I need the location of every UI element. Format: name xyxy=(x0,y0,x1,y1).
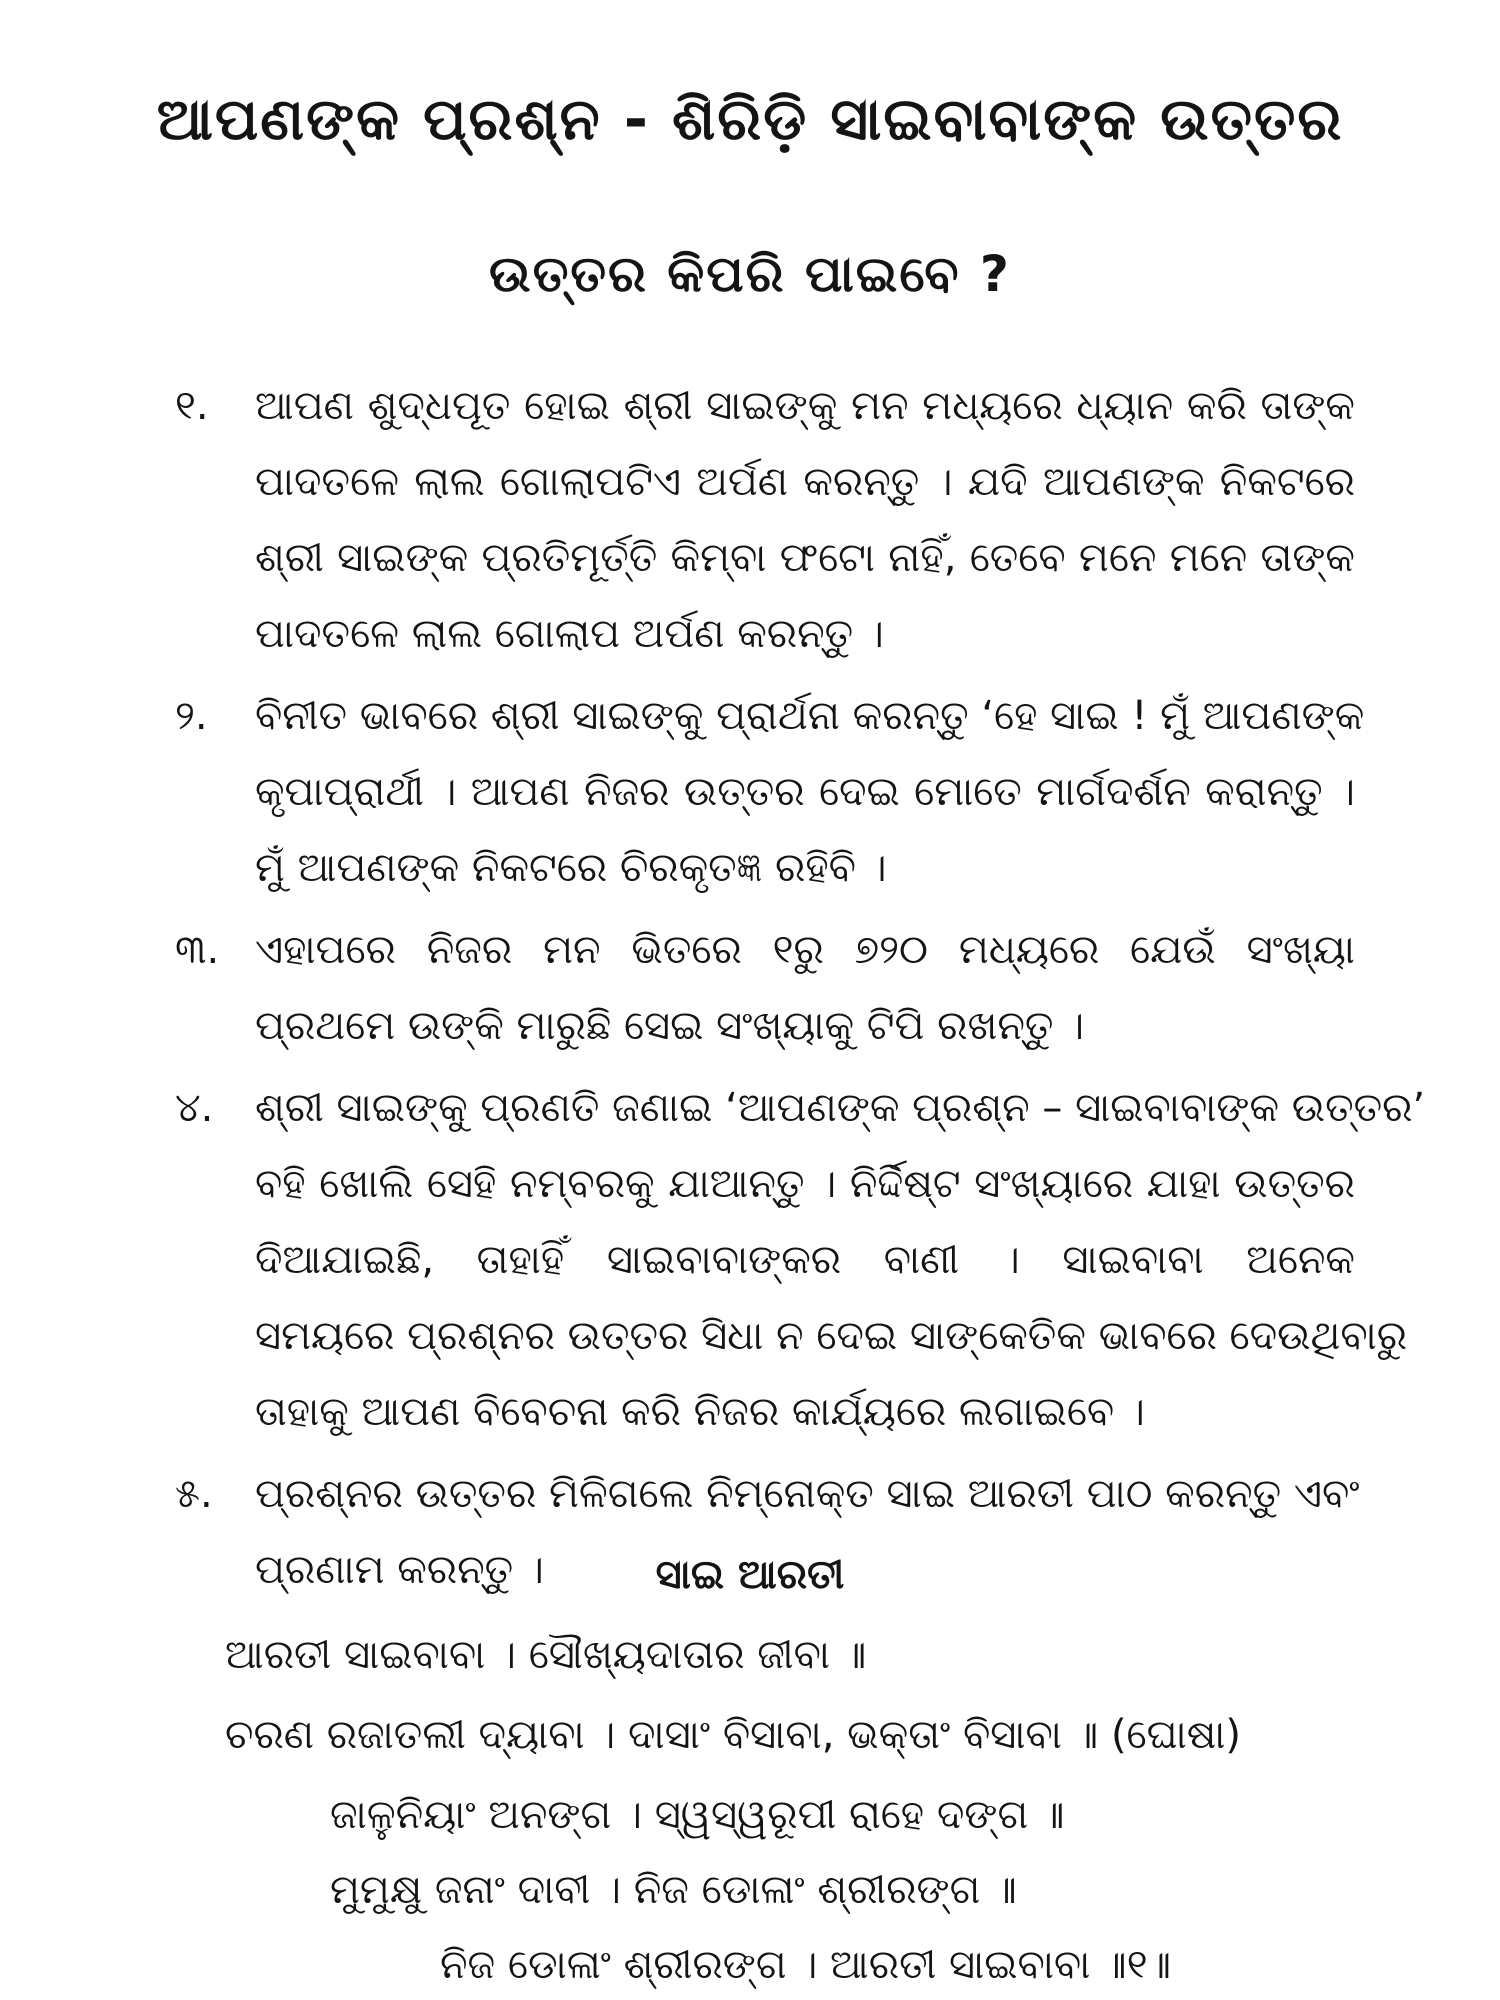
step-text-line: ପାଦତଳେ ଲାଲ ଗୋଲାପଟିଏ ଅର୍ପଣ କରନ୍ତୁ । ଯଦି ଆପଣଙ୍କ ନିକଟରେ xyxy=(255,459,1355,505)
aarti-heading: ସାଇ ଆରତୀ xyxy=(655,1552,845,1598)
step-number: ୧. xyxy=(175,383,209,429)
step-text-line: ତାହାକୁ ଆପଣ ବିବେଚନା କରି ନିଜର କାର୍ଯ୍ୟରେ ଲଗାଇବେ । xyxy=(255,1389,1145,1435)
step-text-line: ବହି ଖୋଲି ସେହି ନମ୍ବରକୁ ଯାଆନ୍ତୁ । ନିର୍ଦ୍ଦିଷ୍ଟ ସଂଖ୍ୟାରେ ଯାହା ଉତ୍ତର xyxy=(255,1161,1355,1207)
instruction-step-1 xyxy=(175,368,1355,672)
aarti-verse-line: ମୁମୁକ୍ଷୁ ଜନାଂ ଦାବୀ । ନିଜ ଡୋଳାଂ ଶ୍ରୀରଙ୍ଗ ॥ xyxy=(330,1867,1017,1913)
step-text-line: ପାଦତଳେ ଲାଲ ଗୋଲାପ ଅର୍ପଣ କରନ୍ତୁ । xyxy=(255,611,884,657)
page-title: ଆପଣଙ୍କ ପ୍ରଶ୍ନ - ଶିରିଡ଼ି ସାଇବାବାଙ୍କ ଉତ୍ତର xyxy=(156,85,1344,153)
step-text-line: ବିନୀତ ଭାବରେ ଶ୍ରୀ ସାଇଙ୍କୁ ପ୍ରାର୍ଥନା କରନ୍ତୁ ‘ହେ ସାଇ ! ମୁଁ ଆପଣଙ୍କ xyxy=(255,693,1365,739)
step-text-line: ପ୍ରଥମେ ଉଙ୍କି ମାରୁଛି ସେଇ ସଂଖ୍ୟାକୁ ଟିପି ରଖନ୍ତୁ । xyxy=(255,1003,1085,1049)
instruction-step-4 xyxy=(175,1070,1426,1450)
aarti-verse-line: ଆରତୀ ସାଇବାବା । ସୌଖ୍ୟଦାତାର ଜୀବା ॥ xyxy=(225,1632,867,1678)
step-text-line: ଆପଣ ଶୁଦ୍ଧପୂତ ହୋଇ ଶ୍ରୀ ସାଇଙ୍କୁ ମନ ମଧ୍ୟରେ ଧ୍ୟାନ କରି ତାଙ୍କ xyxy=(255,383,1355,429)
step-number: ୫. xyxy=(175,1471,213,1517)
section-subtitle: ଉତ୍ତର କିପରି ପାଇବେ ? xyxy=(489,245,1011,303)
step-text-line: ଦିଆଯାଇଛି, ତାହାହିଁ ସାଇବାବାଙ୍କର ବାଣୀ । ସାଇବାବା ଅନେକ xyxy=(255,1237,1355,1283)
aarti-verse-line: ଚରଣ ରଜାତଲୀ ଦ୍ୟାବା । ଦାସାଂ ବିସାବା, ଭକ୍ତାଂ ବିସାବା ॥ (ଘୋଷା) xyxy=(225,1712,1241,1758)
step-text-line: ଏହାପରେ ନିଜର ମନ ଭିତରେ ୧ରୁ ୭୨୦ ମଧ୍ୟରେ ଯେଉଁ ସଂଖ୍ୟା xyxy=(255,927,1355,973)
step-text-line: ଶ୍ରୀ ସାଇଙ୍କୁ ପ୍ରଣତି ଜଣାଇ ‘ଆପଣଙ୍କ ପ୍ରଶ୍ନ – ସାଇବାବାଙ୍କ ଉତ୍ତର’ xyxy=(255,1085,1426,1131)
step-text-line: ଶ୍ରୀ ସାଇଙ୍କ ପ୍ରତିମୂର୍ତ୍ତି କିମ୍ବା ଫଟୋ ନାହିଁ, ତେବେ ମନେ ମନେ ତାଙ୍କ xyxy=(255,535,1355,581)
aarti-verse-line: ନିଜ ଡୋଳାଂ ଶ୍ରୀରଙ୍ଗ । ଆରତୀ ସାଇବାବା ॥୧॥ xyxy=(440,1942,1172,1988)
step-text-line: କୃପାପ୍ରାର୍ଥୀ । ଆପଣ ନିଜର ଉତ୍ତର ଦେଇ ମୋତେ ମାର୍ଗଦର୍ଶନ କରାନ୍ତୁ । xyxy=(255,769,1355,815)
instruction-list xyxy=(175,368,1426,1614)
step-text-line: ପ୍ରଣାମ କରନ୍ତୁ । xyxy=(255,1547,544,1593)
step-text-line: ପ୍ରଶ୍ନର ଉତ୍ତର ମିଳିଗଲେ ନିମ୍ନୋକ୍ତ ସାଇ ଆରତୀ ପାଠ କରନ୍ତୁ ଏବଂ xyxy=(255,1471,1360,1517)
step-number: ୩. xyxy=(175,927,220,973)
instruction-step-2 xyxy=(175,678,1365,906)
step-number: ୪. xyxy=(175,1085,214,1131)
step-number: ୨. xyxy=(175,693,208,739)
aarti-verse-line: ଜାଳୁନିୟାଂ ଅନଙ୍ଗ । ସ୍ୱସ୍ୱରୂପୀ ରାହେ ଦଙ୍ଗ ॥ xyxy=(330,1792,1065,1838)
step-text-line: ମୁଁ ଆପଣଙ୍କ ନିକଟରେ ଚିରକୃତଜ୍ଞ ରହିବି । xyxy=(255,845,887,891)
instruction-step-3 xyxy=(175,912,1355,1064)
step-text-line: ସମୟରେ ପ୍ରଶ୍ନର ଉତ୍ତର ସିଧା ନ ଦେଇ ସାଙ୍କେତିକ ଭାବରେ ଦେଉଥିବାରୁ xyxy=(255,1313,1408,1359)
